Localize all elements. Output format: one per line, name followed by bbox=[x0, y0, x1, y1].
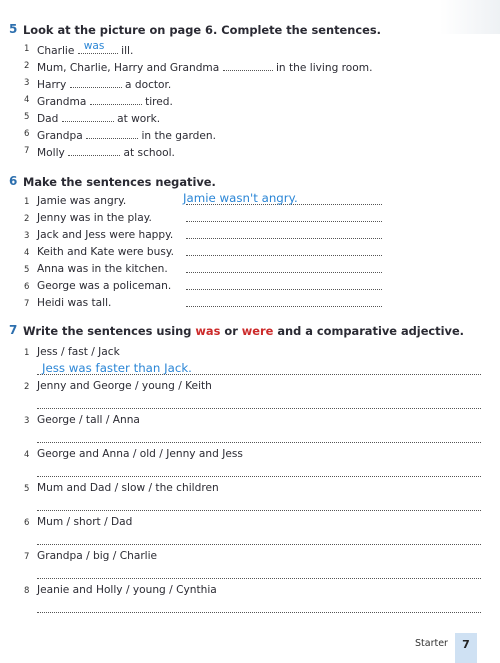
sentence-text: Jamie was angry. bbox=[37, 195, 127, 207]
sentence-start: Charlie bbox=[37, 45, 75, 57]
answer-line[interactable] bbox=[186, 306, 382, 307]
sentence-text bbox=[37, 127, 216, 142]
answer-line[interactable] bbox=[186, 221, 382, 222]
prompt-text: George and Anna / old / Jenny and Jess bbox=[37, 448, 243, 460]
sentence-start: Grandma bbox=[37, 96, 87, 108]
item-number: 2 bbox=[24, 214, 30, 224]
sentence-item bbox=[9, 144, 490, 160]
sentence-start: Harry bbox=[37, 79, 67, 91]
sentence-end: in the garden. bbox=[141, 130, 216, 142]
answer-blank[interactable] bbox=[86, 127, 138, 139]
sentence-start: Mum, Charlie, Harry and Grandma bbox=[37, 62, 220, 74]
sentence-item bbox=[9, 212, 490, 228]
sentence-end: tired. bbox=[145, 96, 173, 108]
answer-line[interactable] bbox=[37, 578, 481, 579]
exercise-instruction: Look at the picture on page 6. Complete the sentences. bbox=[23, 23, 381, 37]
sentence-text: George was a policeman. bbox=[37, 280, 172, 292]
handwritten-answer: Jess was faster than Jack. bbox=[42, 361, 192, 375]
writing-item bbox=[9, 584, 490, 618]
writing-item bbox=[9, 346, 490, 380]
exercise-number: 5 bbox=[9, 22, 18, 36]
exercise-6 bbox=[9, 174, 490, 309]
item-number: 6 bbox=[24, 518, 30, 528]
prompt-text: Mum and Dad / slow / the children bbox=[37, 482, 219, 494]
answer-line[interactable] bbox=[186, 289, 382, 290]
item-number: 7 bbox=[24, 146, 30, 156]
sentence-item bbox=[9, 42, 490, 58]
sentence-item bbox=[9, 280, 490, 296]
sentence-start: Grandpa bbox=[37, 130, 83, 142]
sentence-end: at work. bbox=[117, 113, 161, 125]
answer-blank[interactable] bbox=[223, 59, 273, 71]
item-number: 2 bbox=[24, 382, 30, 392]
answer-blank[interactable] bbox=[78, 42, 118, 54]
handwritten-answer: was bbox=[83, 40, 105, 52]
item-number: 8 bbox=[24, 586, 30, 596]
sentence-item bbox=[9, 110, 490, 126]
sentence-item bbox=[9, 127, 490, 143]
writing-item bbox=[9, 482, 490, 516]
sentence-text: Keith and Kate were busy. bbox=[37, 246, 174, 258]
sentence-start: Molly bbox=[37, 147, 65, 159]
item-number: 1 bbox=[24, 44, 30, 54]
page-number: 7 bbox=[455, 633, 477, 663]
exercise-instruction: Make the sentences negative. bbox=[23, 175, 216, 189]
answer-line[interactable] bbox=[37, 408, 481, 409]
handwritten-answer: Jamie wasn't angry. bbox=[183, 191, 298, 205]
sentence-item bbox=[9, 59, 490, 75]
sentence-text bbox=[37, 93, 173, 108]
writing-item bbox=[9, 516, 490, 550]
sentence-item bbox=[9, 246, 490, 262]
writing-item bbox=[9, 448, 490, 482]
writing-item bbox=[9, 414, 490, 448]
sentence-text bbox=[37, 59, 372, 74]
answer-line[interactable] bbox=[37, 476, 481, 477]
item-number: 3 bbox=[24, 416, 30, 426]
item-number: 5 bbox=[24, 112, 30, 122]
sentence-end: a doctor. bbox=[125, 79, 172, 91]
writing-item bbox=[9, 550, 490, 584]
sentence-end: at school. bbox=[123, 147, 175, 159]
sentence-text: Jenny was in the play. bbox=[37, 212, 152, 224]
item-number: 1 bbox=[24, 197, 30, 207]
sentence-text bbox=[37, 110, 160, 125]
sentence-text: Heidi was tall. bbox=[37, 297, 112, 309]
instruction-start: Write the sentences using bbox=[23, 324, 196, 338]
exercise-7 bbox=[9, 323, 490, 596]
prompt-text: Jenny and George / young / Keith bbox=[37, 380, 212, 392]
item-number: 6 bbox=[24, 282, 30, 292]
answer-blank[interactable] bbox=[68, 144, 120, 156]
answer-line[interactable] bbox=[186, 272, 382, 273]
item-number: 5 bbox=[24, 484, 30, 494]
answer-line[interactable] bbox=[37, 612, 481, 613]
exercise-6-heading bbox=[9, 174, 490, 192]
exercise-7-heading bbox=[9, 323, 490, 341]
writing-item bbox=[9, 380, 490, 414]
answer-line[interactable] bbox=[37, 374, 481, 375]
sentence-item bbox=[9, 93, 490, 109]
item-number: 7 bbox=[24, 552, 30, 562]
instruction-end: and a comparative adjective. bbox=[273, 324, 465, 338]
sentence-text bbox=[37, 76, 171, 91]
sentence-start: Dad bbox=[37, 113, 59, 125]
answer-blank[interactable] bbox=[90, 93, 142, 105]
item-number: 1 bbox=[24, 348, 30, 358]
item-number: 4 bbox=[24, 248, 30, 258]
exercise-instruction bbox=[23, 324, 464, 338]
sentence-item bbox=[9, 76, 490, 92]
footer-unit-label: Starter bbox=[415, 638, 448, 649]
item-number: 6 bbox=[24, 129, 30, 139]
item-number: 2 bbox=[24, 61, 30, 71]
item-number: 4 bbox=[24, 450, 30, 460]
sentence-item bbox=[9, 263, 490, 279]
exercise-number: 6 bbox=[9, 174, 18, 188]
item-number: 4 bbox=[24, 95, 30, 105]
sentence-text bbox=[37, 42, 133, 57]
sentence-item bbox=[9, 229, 490, 245]
item-number: 3 bbox=[24, 78, 30, 88]
sentence-item bbox=[9, 297, 490, 313]
prompt-text: Grandpa / big / Charlie bbox=[37, 550, 158, 562]
answer-blank[interactable] bbox=[70, 76, 122, 88]
exercise-5-heading bbox=[9, 22, 490, 40]
exercise-number: 7 bbox=[9, 323, 18, 337]
prompt-text: Jess / fast / Jack bbox=[37, 346, 120, 358]
sentence-end: ill. bbox=[121, 45, 134, 57]
answer-line[interactable] bbox=[186, 238, 382, 239]
prompt-text: Jeanie and Holly / young / Cynthia bbox=[37, 584, 217, 596]
sentence-item bbox=[9, 191, 490, 211]
answer-blank[interactable] bbox=[62, 110, 114, 122]
answer-line[interactable] bbox=[37, 544, 481, 545]
sentence-end: in the living room. bbox=[275, 62, 373, 74]
sentence-text: Anna was in the kitchen. bbox=[37, 263, 168, 275]
sentence-text: Jack and Jess were happy. bbox=[37, 229, 174, 241]
sentence-text bbox=[37, 144, 175, 159]
answer-line[interactable] bbox=[186, 255, 382, 256]
instruction-or: or bbox=[220, 324, 242, 338]
prompt-text: Mum / short / Dad bbox=[37, 516, 133, 528]
item-number: 7 bbox=[24, 299, 30, 309]
prompt-text: George / tall / Anna bbox=[37, 414, 140, 426]
item-number: 5 bbox=[24, 265, 30, 275]
item-number: 3 bbox=[24, 231, 30, 241]
keyword-was: was bbox=[195, 324, 221, 338]
answer-line[interactable] bbox=[37, 442, 481, 443]
answer-line[interactable] bbox=[37, 510, 481, 511]
exercise-5 bbox=[9, 22, 490, 159]
keyword-were: were bbox=[241, 324, 274, 338]
